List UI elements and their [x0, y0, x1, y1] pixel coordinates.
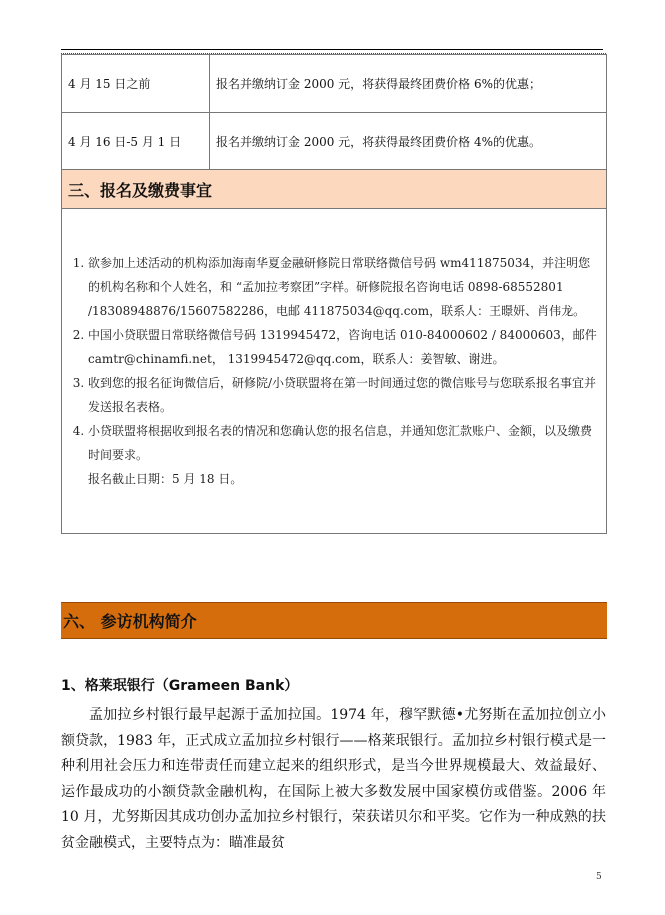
list-item: 1. 欲参加上述活动的机构添加海南华夏金融研修院日常联络微信号码 wm411875034，并注明您的机构名称和个人姓名，和 “孟加拉考察团”字样。研修院报名咨询电话 0898-68552801 /18308948876/15607582286，电邮 411875034@qq.com，联系人：王暻妍、肖伟龙。	[88, 251, 600, 323]
subheading: 1、格莱珉银行（Grameen Bank）	[61, 678, 299, 694]
instructions-row	[62, 209, 607, 534]
section-title: 三、报名及缴费事宜	[68, 180, 213, 200]
list-item: 4. 小贷联盟将根据收到报名表的情况和您确认您的报名信息，并通知您汇款账户、金额，以及缴费时间要求。	[88, 419, 600, 467]
body-paragraph: 孟加拉乡村银行最早起源于孟加拉国。1974 年，穆罕默德•尤努斯在孟加拉创立小额贷款，1983 年，正式成立孟加拉乡村银行——格莱珉银行。孟加拉乡村银行模式是一种利用社会压力和连带责任而建立起来的组织形式，是当今世界规模最大、效益最好、运作最成功的小额贷款金融机构，在国际上被大多数发展中国家模仿或借鉴。2006 年 10 月，尤努斯因其成功创办孟加拉乡村银行，荣获诺贝尔和平奖。它作为一种成熟的扶贫金融模式，主要特点为：瞄准最贫	[61, 707, 606, 851]
section-header-cell	[62, 170, 607, 209]
registration-table	[61, 54, 607, 534]
period-cell: 4 月 16 日-5 月 1 日	[62, 113, 210, 170]
list-item: 2. 中国小贷联盟日常联络微信号码 1319945472，咨询电话 010-84000602 / 84000603，邮件 camtr@chinamfi.net， 1319945472@qq.com，联系人：姜智敏、谢进。	[88, 323, 600, 371]
section-6-title: 六、 参访机构简介	[63, 612, 197, 631]
offer-cell: 报名并缴纳订金 2000 元，将获得最终团费价格 4%的优惠。	[210, 113, 607, 170]
deadline-text: 报名截止日期：5 月 18 日。	[88, 472, 243, 486]
page-number: 5	[596, 872, 602, 882]
list-item: 3. 收到您的报名征询微信后，研修院/小贷联盟将在第一时间通过您的微信账号与您联系报名事宜并发送报名表格。	[88, 371, 600, 419]
instruction-list	[68, 251, 600, 467]
table-row	[62, 113, 607, 170]
section-header-row	[62, 170, 607, 209]
table-row	[62, 55, 607, 113]
instructions-cell	[62, 209, 607, 534]
period-cell: 4 月 15 日之前	[62, 55, 210, 113]
offer-cell: 报名并缴纳订金 2000 元，将获得最终团费价格 6%的优惠；	[210, 55, 607, 113]
header-rule	[61, 49, 603, 50]
section-6-bar	[61, 602, 607, 639]
